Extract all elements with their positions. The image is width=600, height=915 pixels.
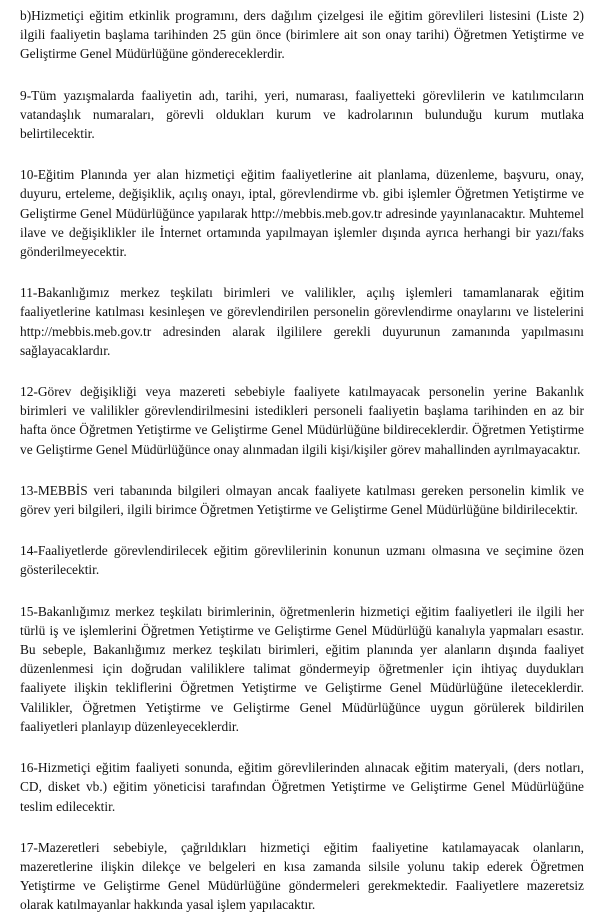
paragraph-item-16: 16-Hizmetiçi eğitim faaliyeti sonunda, eğitim görevlilerinden alınacak eğitim materyali, (ders notları, CD, disket vb.) eğitim yöneticisi tarafından Öğretmen Yetiştirme ve Geliştirme Genel Müdürlüğüne teslim edilecektir.	[20, 760, 584, 814]
paragraph-item-14: 14-Faaliyetlerde görevlendirilecek eğitim görevlilerinin konunun uzmanı olmasına ve seçimine özen gösterilecektir.	[20, 543, 584, 578]
paragraph-item-10: 10-Eğitim Planında yer alan hizmetiçi eğitim faaliyetlerine ait planlama, düzenleme, başvuru, onay, duyuru, erteleme, değişiklik, açılış onayı, iptal, görevlendirme vb. gibi işlemler Öğretmen Yetiştirme ve Geliştirme Genel Müdürlüğünce yapılarak http://mebbis.meb.gov.tr adresinde yayınlanacaktır. Muhtemel ilave ve değişiklikler ile İnternet ortamında yapılmayan işlemler dışında ayrıca herhangi bir yazı/faks gönderilmeyecektir.	[20, 167, 584, 260]
paragraph-item-13: 13-MEBBİS veri tabanında bilgileri olmayan ancak faaliyete katılması gereken personelin kimlik ve görev yeri bilgileri, ilgili birimce Öğretmen Yetiştirme ve Geliştirme Genel Müdürlüğüne bildirilecektir.	[20, 482, 584, 518]
paragraph-item-b: b)Hizmetiçi eğitim etkinlik programını, ders dağılım çizelgesi ile eğitim görevlileri listesini (Liste 2) ilgili faaliyetin başlama tarihinden 25 gün önce (birimlere ait son onay tarihi) Öğretmen Yetiştirme ve Geliştirme Genel Müdürlüğüne göndereceklerdir.	[20, 8, 584, 62]
paragraph-item-9: 9-Tüm yazışmalarda faaliyetin adı, tarihi, yeri, numarası, faaliyetteki görevlilerin ve katılımcıların vatandaşlık numaraları, görevli oldukları kurum ve kadrolarının bulunduğu kurum mutlaka belirtilecektir.	[20, 87, 584, 142]
paragraph-item-11: 11-Bakanlığımız merkez teşkilatı birimleri ve valilikler, açılış işlemleri tamamlanarak eğitim faaliyetlerine katılması kesinleşen ve görevlendirilen personelin görevlendirme onaylarını ve listelerini http://mebbis.meb.gov.tr adresinden alarak ilgililere gerekli duyurunun zamanında yapılmasını sağlayacaklardır.	[20, 285, 584, 358]
paragraph-item-15: 15-Bakanlığımız merkez teşkilatı birimlerinin, öğretmenlerin hizmetiçi eğitim faaliyetleri ile ilgili her türlü iş ve işlemlerini Öğretmen Yetiştirme ve Geliştirme Genel Müdürlüğü kanalıyla yapmaları esastır. Bu sebeple, Bakanlığımız merkez teşkilatı birimleri, eğitim planında yer alanların dışında faaliyet düzenlenmesi için doğrudan valiliklere talimat göndermeyip öğretmenler için ihtiyaç duydukları faaliyete ilişkin tekliflerini Öğretmen Yetiştirme ve Geliştirme Genel Müdürlüğüne ileteceklerdir. Valilikler, Öğretmen Yetiştirme ve Geliştirme Genel Müdürlüğünce uygun görülerek bildirilen faaliyetleri planlayıp düzenleyeceklerdir.	[20, 603, 584, 734]
paragraph-item-17: 17-Mazeretleri sebebiyle, çağrıldıkları hizmetiçi eğitim faaliyetine katılamayacak olanların, mazeretlerine ilişkin dilekçe ve belgeleri en kısa zamanda silsile yolunu takip ederek Öğretmen Yetiştirme ve Geliştirme Genel Müdürlüğüne göndermeleri gerekmektedir. Faaliyetlere mazeretsiz olarak katılmayanlar hakkında yasal işlem yapılacaktır.	[20, 839, 584, 913]
paragraph-item-12: 12-Görev değişikliği veya mazereti sebebiyle faaliyete katılmayacak personelin yerine Bakanlık birimleri ve valilikler görevlendirilmesini istedikleri personeli faaliyetin başlama tarihinden en az bir hafta önce Öğretmen Yetiştirme ve Geliştirme Genel Müdürlüğüne bildireceklerdir. Öğretmen Yetiştirme ve Geliştirme Genel Müdürlüğünce onay alınmadan ilgili kişi/kişiler görev mahallinden ayrılmayacaktır.	[20, 384, 584, 457]
